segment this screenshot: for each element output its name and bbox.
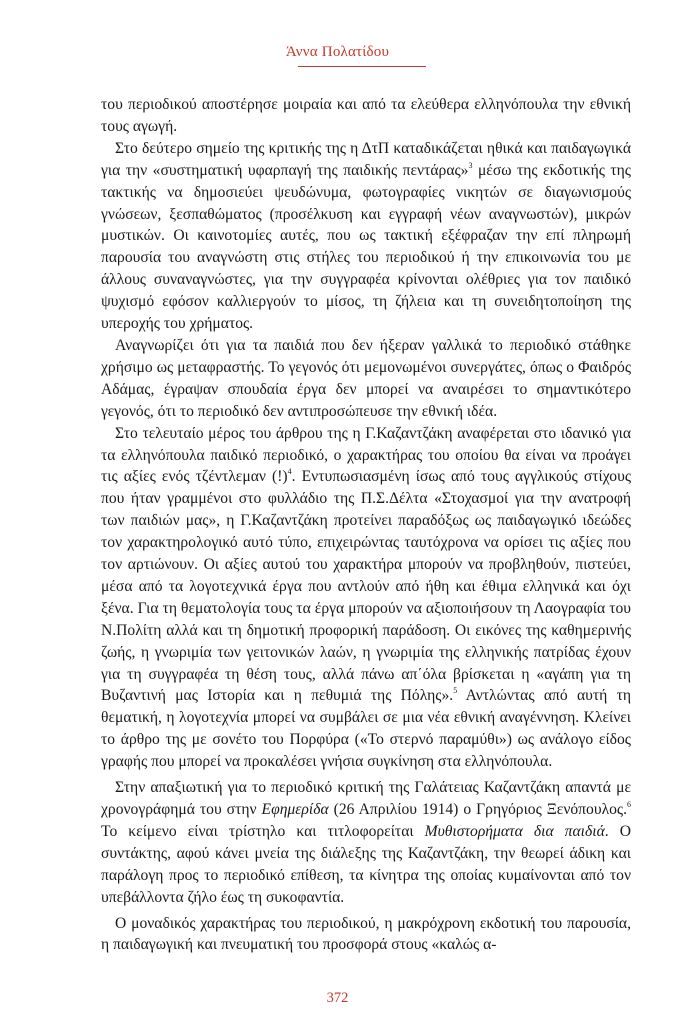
paragraph-text: Ο μοναδικός χαρακτήρας του περιοδικού, η μακρόχρονη εκδοτική του παρουσία, η παιδαγωγική και πνευματική του προσφορά στους «καλώς α- (101, 914, 631, 954)
paragraph-text: Στην απαξιωτική για το περιοδικό κριτική της Γαλάτειας Καζαντζάκη απαντά με χρονογράφημά του στην (101, 779, 631, 818)
italic-title: Εφημερίδα (261, 801, 329, 818)
paragraph-text: . Εντυπωσιασμένη ίσως από τους αγγλικούς στίχους που ήταν γραμμένοι στο φυλλάδιο της Π.Σ.Δέλτα «Στοχασμοί για την ανατροφή των παιδιών μας», η Γ.Καζαντζάκη προτείνει παραδόξως ως παιδαγωγικό ιδεώδες τον χαρακτηρολογικό αυτό τύπο, επιχειρώντας ταυτόχρονα να ορίσει τις αξίες που τον αρτιώνουν. Οι αξίες αυτού του χαρακτήρα μπορούν να προβληθούν, πιστεύει, μέσα από τα λογοτεχνικά έργα που αντλούν από ήθη και έθιμα ελληνικά και όχι ξένα. Για τη θεματολογία τους τα έργα μπορούν να αξιοποιήσουν τη Λαογραφία του Ν.Πολίτη αλλά και τη δημοτική προφορική παράδοση. Οι εικόνες της καθημερινής ζωής, η γνωριμία των γειτονικών λαών, η γνωριμία της ελληνικής πατρίδας έχουν για τη συγγραφέα τη θέση τους, αλλά πάνω απ΄όλα βρίσκεται η «αγάπη για τη Βυζαντινή μας Ιστορία και η πεθυμιά της Πόλης». (101, 468, 631, 705)
footnote-ref: 5 (453, 686, 458, 696)
paragraph-text: Αντλώντας από αυτή τη θεματική, η λογοτεχνία μπορεί να συμβάλει σε μια νέα εθνική αναγέννηση. Κλείνει το άρθρο της με σονέτο του Πορφύρα («Το στερνό παραμύθι») ως ανάλογο είδος γραφής που μπορεί να προκαλέσει γνήσια συγκίνηση στα ελληνόπουλα. (101, 687, 631, 771)
paragraph-5 (101, 777, 631, 908)
footnote-ref: 3 (468, 160, 473, 170)
footnote-ref: 6 (627, 799, 631, 809)
paragraph-4 (101, 423, 631, 774)
page-number: 372 (326, 990, 349, 1006)
paragraph-3 (101, 335, 631, 423)
paragraph-text: Αναγνωρίζει ότι για τα παιδιά που δεν ήξεραν γαλλικά το περιοδικό στάθηκε χρήσιμο ως μεταφραστής. Το γεγονός ότι μεμονωμένοι συνεργάτες, όπως ο Φαιδρός Αδάμας, έγραψαν σπουδαία έργα δεν μπορεί να αναιρέσει το σημαντικότερο γεγονός, ότι το περιοδικό δεν αντιπροσώπευσε την εθνική ιδέα. (101, 336, 631, 420)
paragraph-text: Το κείμενο είναι τρίστηλο και τιτλοφορείται (101, 822, 425, 840)
paragraph-text: . Ο συντάκτης, αφού κάνει μνεία της διάλεξης της Καζαντζάκη, την θεωρεί άδικη και παράλογη προς το περιοδικό επίθεση, τα κίνητρα της οποίας κυμαίνονται από τον υπεβάλλοντα ζήλο έως τη συκοφαντία. (101, 822, 631, 906)
paragraph-6 (101, 913, 631, 957)
paragraph-text: μέσω της εκδοτικής της τακτικής να δημοσιεύει ψευδώνυμα, φωτογραφίες νικητών σε διαγωνισμούς γνώσεων, ξεσπαθώματος (προσέλκυση και εγγραφή νέων αναγνωστών), μικρών μυστικών. Οι καινοτομίες αυτές, που ως τακτική εξέφραζαν την επί πληρωμή παρουσία του αναγνώστη στις στήλες του περιοδικού ή την επικοινωνία του με άλλους συναναγνώστες, για την συγγραφέα κρίνονται ολέθριες για τον παιδικό ψυχισμό εφόσον καλλιεργούν το μίσος, τη ζήλεια και τη συνειδητοποίηση της υπεροχής του χρήματος. (101, 161, 631, 333)
paragraph-text: Στο τελευταίο μέρος του άρθρου της η Γ.Καζαντζάκη αναφέρεται στο ιδανικό για τα ελληνόπουλα παιδικό περιοδικό, ο χαρακτήρας του οποίου θα είναι να προάγει τις αξίες ενός τζέντλεμαν (!) (101, 424, 631, 486)
header-rule (298, 66, 426, 67)
running-header: Άννα Πολατίδου (285, 44, 390, 60)
paragraph-1 (101, 94, 631, 138)
italic-title: Μυθιστορήματα δια παιδιά (424, 822, 605, 840)
paragraph-2 (101, 138, 631, 335)
paragraph-text: του περιοδικού αποστέρησε μοιραία και από τα ελεύθερα ελληνόπουλα την εθνική τους αγωγή. (101, 96, 631, 135)
paragraph-text: (26 Απριλίου 1914) ο Γρηγόριος Ξενόπουλος. (328, 801, 627, 818)
footnote-ref: 4 (287, 467, 292, 477)
paragraph-text: Στο δεύτερο σημείο της κριτικής της η ΔτΠ καταδικάζεται ηθικά και παιδαγωγικά για την «συστηματική υφαρπαγή της παιδικής πεντάρας» (101, 139, 631, 179)
body-text (101, 94, 631, 956)
